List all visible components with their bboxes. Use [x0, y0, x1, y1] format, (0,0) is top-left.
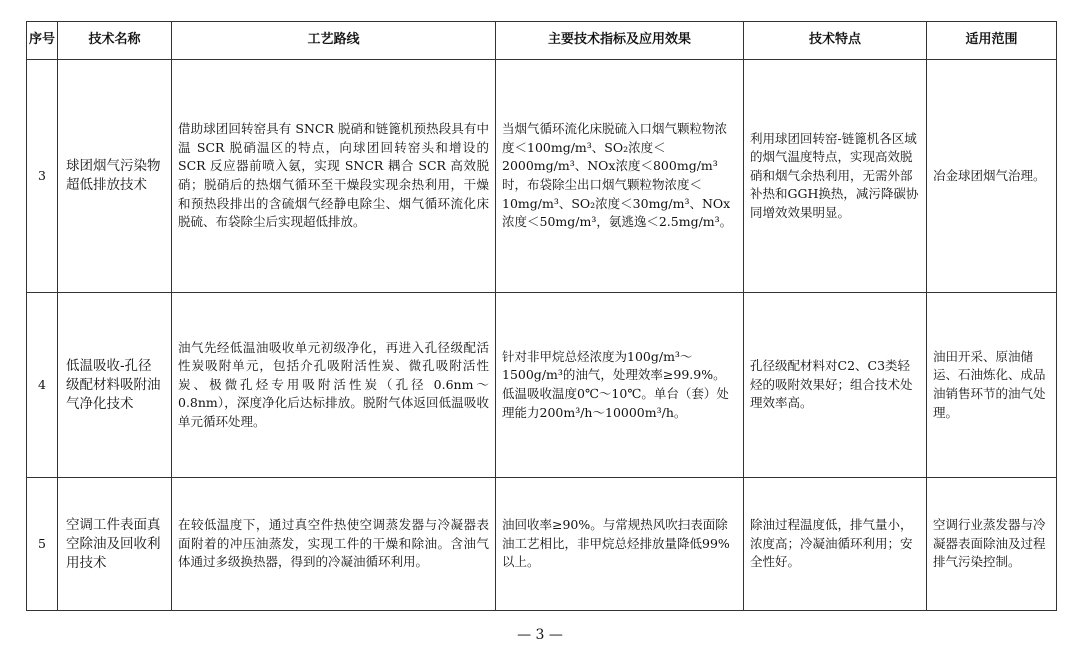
header-route: 工艺路线 [172, 22, 496, 60]
cell-indicators: 油回收率≥90%。与常规热风吹扫表面除油工艺相比，非甲烷总烃排放量降低99%以上。 [496, 478, 744, 611]
table-header [27, 22, 1057, 60]
cell-seq: 3 [27, 60, 58, 293]
table-row [27, 478, 1057, 611]
cell-seq: 5 [27, 478, 58, 611]
cell-scope: 空调行业蒸发器与冷凝器表面除油及过程排气污染控制。 [927, 478, 1057, 611]
header-indicators: 主要技术指标及应用效果 [496, 22, 744, 60]
cell-route: 借助球团回转窑具有 SNCR 脱硝和链篦机预热段具有中温 SCR 脱硝温区的特点，向球团回转窑头和增设的 SCR 反应器前喷入氨，实现 SNCR 耦合 SCR 高效脱硝；脱硝后的热烟气循环至干燥段实现余热利用，干燥和预热段排出的含硫烟气经静电除尘、烟气循环流化床脱硫、布袋除尘后实现超低排放。 [172, 60, 496, 293]
cell-seq: 4 [27, 293, 58, 478]
cell-indicators: 当烟气循环流化床脱硫入口烟气颗粒物浓度＜100mg/m³、SO₂浓度＜2000mg/m³、NOx浓度＜800mg/m³时，布袋除尘出口烟气颗粒物浓度＜10mg/m³、SO₂浓度＜30mg/m³、NOx浓度＜50mg/m³，氨逃逸＜2.5mg/m³。 [496, 60, 744, 293]
header-seq: 序号 [27, 22, 58, 60]
cell-features: 利用球团回转窑-链篦机各区域的烟气温度特点，实现高效脱硝和烟气余热利用，无需外部补热和GGH换热，减污降碳协同增效效果明显。 [744, 60, 927, 293]
cell-features: 除油过程温度低，排气量小，浓度高；冷凝油循环利用；安全性好。 [744, 478, 927, 611]
cell-indicators: 针对非甲烷总烃浓度为100g/m³～1500g/m³的油气，处理效率≥99.9%。低温吸收温度0℃～10℃。单台（套）处理能力200m³/h～10000m³/h。 [496, 293, 744, 478]
cell-scope: 油田开采、原油储运、石油炼化、成品油销售环节的油气处理。 [927, 293, 1057, 478]
table-body [27, 60, 1057, 611]
cell-scope: 冶金球团烟气治理。 [927, 60, 1057, 293]
cell-features: 孔径级配材料对C2、C3类轻烃的吸附效果好；组合技术处理效率高。 [744, 293, 927, 478]
cell-name: 低温吸收-孔径级配材料吸附油气净化技术 [58, 293, 172, 478]
header-row [27, 22, 1057, 60]
header-scope: 适用范围 [927, 22, 1057, 60]
table-row [27, 293, 1057, 478]
cell-route: 在较低温度下，通过真空件热使空调蒸发器与冷凝器表面附着的冲压油蒸发，实现工件的干燥和除油。含油气体通过多级换热器，得到的冷凝油循环利用。 [172, 478, 496, 611]
page-number: — 3 — [517, 627, 563, 643]
cell-name: 球团烟气污染物超低排放技术 [58, 60, 172, 293]
header-name: 技术名称 [58, 22, 172, 60]
technology-table [26, 21, 1057, 611]
table-row [27, 60, 1057, 293]
header-features: 技术特点 [744, 22, 927, 60]
cell-name: 空调工件表面真空除油及回收利用技术 [58, 478, 172, 611]
cell-route: 油气先经低温油吸收单元初级净化，再进入孔径级配活性炭吸附单元，包括介孔吸附活性炭、微孔吸附活性炭、极微孔烃专用吸附活性炭（孔径 0.6nm～0.8nm），深度净化后达标排放。脱附气体返回低温吸收单元循环处理。 [172, 293, 496, 478]
